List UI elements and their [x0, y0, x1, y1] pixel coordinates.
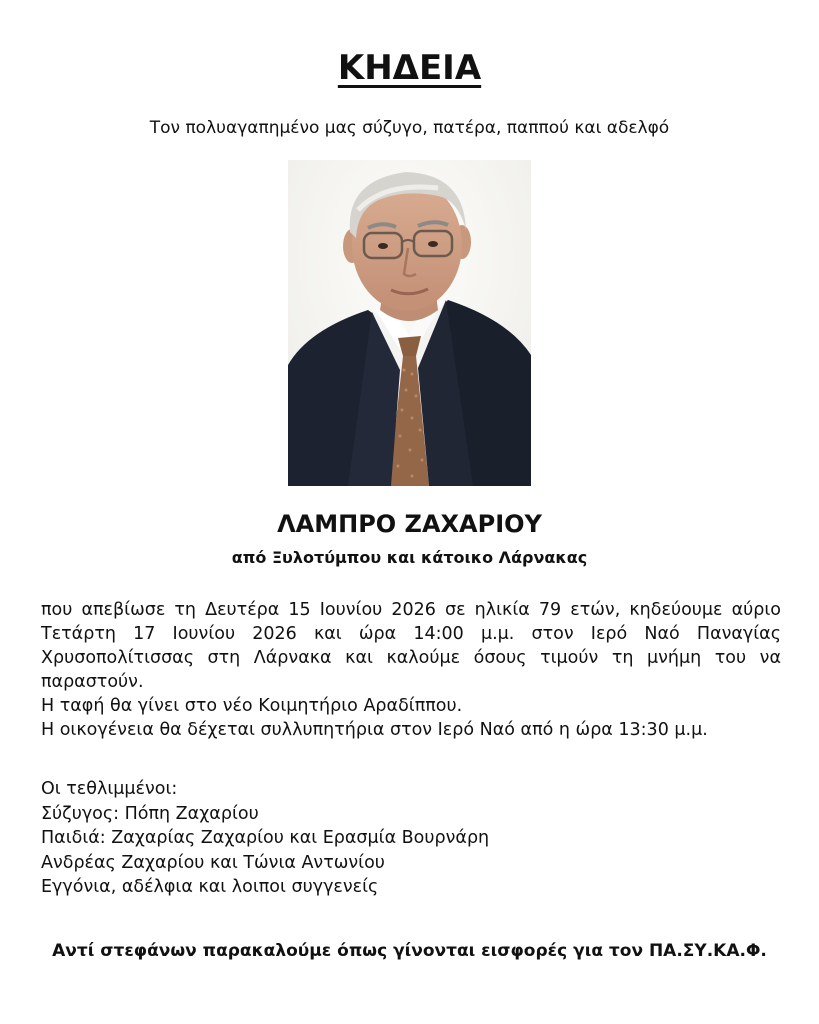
mourner-line: Σύζυγος: Πόπη Ζαχαρίου — [41, 803, 259, 824]
portrait-illustration — [288, 160, 531, 486]
announcement-body — [41, 598, 781, 742]
burial-text: Η ταφή θα γίνει στο νέο Κοιμητήριο Αραδίππου. — [41, 696, 463, 716]
portrait-photo — [288, 160, 531, 486]
intro-line: Τον πολυαγαπημένο μας σύζυγο, πατέρα, παππού και αδελφό — [149, 118, 670, 138]
donation-note: Αντί στεφάνων παρακαλούμε όπως γίνονται εισφορές για τον ΠΑ.ΣΥ.ΚΑ.Φ. — [52, 941, 767, 961]
announcement-text: που απεβίωσε τη Δευτέρα 15 Ιουνίου 2026 σε ηλικία 79 ετών, κηδεύουμε αύριο Τετάρτη 17 Ιουνίου 2026 και ώρα 14:00 μ.μ. στον Ιερό Ναό Παναγίας Χρυσοπολίτισσας στη Λάρνακα και καλούμε όσους τιμούν τη μνήμη του να παραστούν. — [41, 600, 781, 692]
deceased-origin: από Ξυλοτύμπου και κάτοικο Λάρνακας — [231, 548, 588, 567]
mourners-heading: Οι τεθλιμμένοι: — [41, 779, 178, 799]
mourners-list — [41, 777, 781, 900]
mourner-line: Παιδιά: Ζαχαρίας Ζαχαρίου και Ερασμία Βουρνάρη — [41, 828, 490, 848]
deceased-name: ΛΑΜΠΡΟ ΖΑΧΑΡΙΟΥ — [277, 510, 542, 538]
mourner-line: Ανδρέας Ζαχαρίου και Τώνια Αντωνίου — [41, 852, 385, 873]
mourner-line: Εγγόνια, αδέλφια και λοιποι συγγενείς — [41, 877, 379, 897]
notice-title: ΚΗΔΕΙΑ — [337, 48, 482, 88]
condolences-text: Η οικογένεια θα δέχεται συλλυπητήρια στον Ιερό Ναό από η ώρα 13:30 μ.μ. — [41, 720, 708, 740]
